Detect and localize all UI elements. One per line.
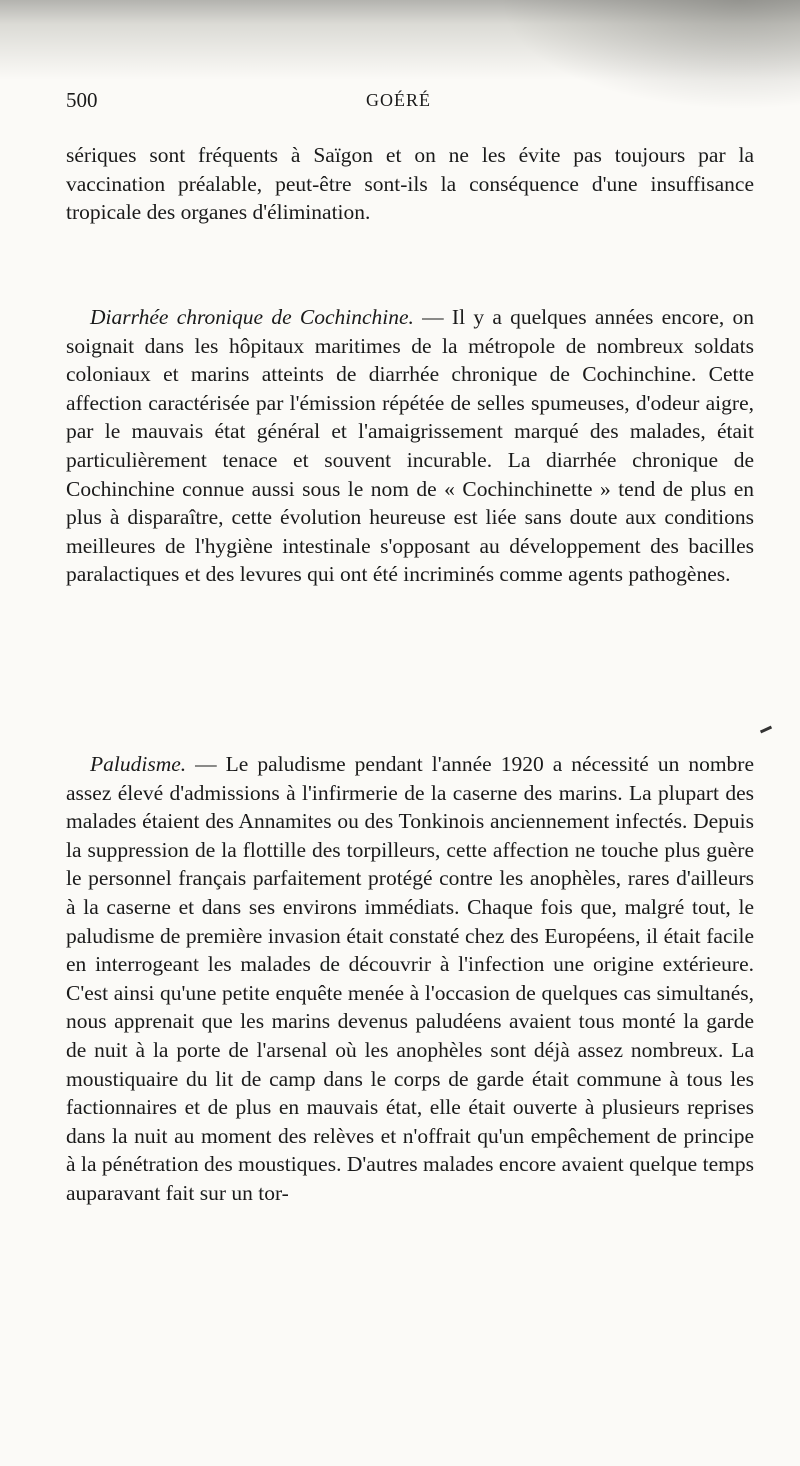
paragraph-paludisme xyxy=(66,750,754,1208)
margin-mark xyxy=(760,726,772,734)
page-number: 500 xyxy=(66,88,98,112)
paragraph-text: — Il y a quelques années encore, on soignait dans les hôpitaux maritimes de la métropole de nombreux soldats coloniaux et marins atteints de diarrhée chronique de Cochinchine. Cette affection caractérisée par l'émission répétée de selles spumeuses, d'odeur aigre, par le mauvais état général et l'amaigrissement marqué des malades, était particulièrement tenace et souvent incurable. La diarrhée chronique de Cochinchine connue aussi sous le nom de « Cochinchinette » tend de plus en plus à disparaître, cette évolution heureuse est liée sans doute aux conditions meilleures de l'hygiène intestinale s'opposant au développement des bacilles paralactiques et des levures qui ont été incriminés comme agents pathogènes. xyxy=(66,305,754,587)
page-header xyxy=(66,88,756,118)
paragraph-continuation xyxy=(66,141,754,227)
paragraph-text: sériques sont fréquents à Saïgon et on ne les évite pas toujours par la vaccination préalable, peut-être sont-ils la conséquence d'une insuffisance tropicale des organes d'élimination. xyxy=(66,143,754,225)
section-title-diarrhee: Diarrhée chronique de Cochinchine. xyxy=(90,305,414,329)
running-head: GOÉRÉ xyxy=(366,90,431,110)
paragraph-diarrhee xyxy=(66,303,754,589)
paragraph-text: — Le paludisme pendant l'année 1920 a nécessité un nombre assez élevé d'admissions à l'infirmerie de la caserne des marins. La plupart des malades étaient des Annamites ou des Tonkinois anciennement infectés. Depuis la suppression de la flottille des torpilleurs, cette affection ne touche plus guère le personnel français parfaitement protégé contre les anophèles, rares d'ailleurs à la caserne et dans ses environs immédiats. Chaque fois que, malgré tout, le paludisme de première invasion était constaté chez des Européens, il était facile en interrogeant les malades de découvrir à l'infection une origine extérieure. C'est ainsi qu'une petite enquête menée à l'occasion de quelques cas simultanés, nous apprenait que les marins devenus paludéens avaient tous monté la garde de nuit à la porte de l'arsenal où les anophèles sont déjà assez nombreux. La moustiquaire du lit de camp dans le corps de garde était commune à tous les factionnaires et de plus en mauvais état, elle était ouverte à plusieurs reprises dans la nuit au moment des relèves et n'offrait qu'un empêchement de principe à la pénétration des moustiques. D'autres malades encore avaient quelque temps auparavant fait sur un tor- xyxy=(66,752,754,1205)
section-title-paludisme: Paludisme. xyxy=(90,752,187,776)
